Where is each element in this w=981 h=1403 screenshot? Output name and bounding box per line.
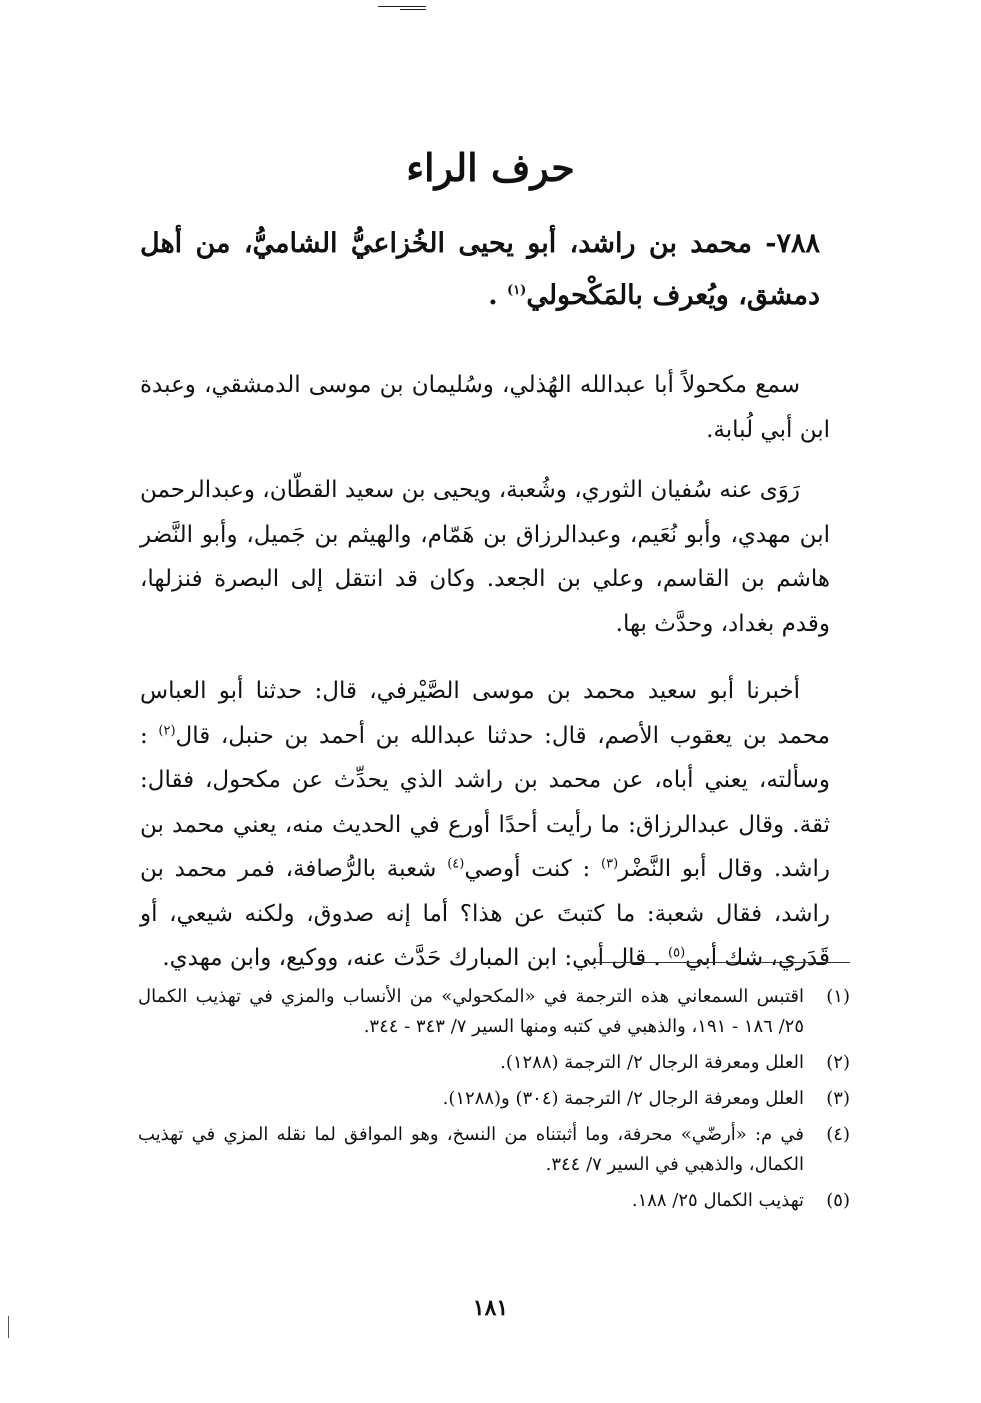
- footnote-ref-5[interactable]: (٥): [668, 945, 686, 961]
- footnote-text: تهذيب الكمال ٢٥/ ١٨٨.: [631, 1190, 804, 1211]
- footnote-item: [138, 1084, 850, 1114]
- narration-text-e: . قال أبي: ابن المبارك حَدَّث عنه، ووكيع، وابن مهدي.: [162, 945, 669, 971]
- footnote-number: (٢): [826, 1052, 850, 1073]
- paragraph-narration: [140, 669, 830, 981]
- footnote-ref-2[interactable]: (٢): [158, 722, 176, 738]
- footnotes-list: [138, 982, 850, 1222]
- footnote-number: (٣): [826, 1088, 850, 1109]
- page-number: ١٨١: [472, 1295, 509, 1321]
- narration-text-c: : كنت أوصي: [464, 856, 602, 882]
- footnote-ref-1[interactable]: (١): [507, 283, 527, 298]
- footnote-text: في م: «أرضّي» محرفة، وما أثبتناه من النسخ، وهو الموافق لما نقله المزي في تهذيب الكمال، والذهبي في السير ٧/ ٣٤٤.: [138, 1124, 804, 1175]
- footnote-divider: [592, 962, 850, 963]
- footnote-ref-4[interactable]: (٤): [447, 856, 465, 872]
- footnote-ref-3[interactable]: (٣): [601, 856, 619, 872]
- footnote-number: (٥): [826, 1190, 850, 1211]
- entry-heading-end: .: [488, 280, 508, 311]
- paragraph-teachers: سمع مكحولاً أبا عبدالله الهُذلي، وسُليمان بن موسى الدمشقي، وعبدة ابن أبي لُبابة.: [140, 372, 830, 443]
- footnote-item: [138, 1120, 850, 1180]
- footnote-number: (١): [826, 986, 850, 1007]
- header-rule-short: [400, 9, 426, 10]
- header-rule: [378, 6, 426, 7]
- narration-text-a: أخبرنا أبو سعيد محمد بن موسى الصَّيْرفي، قال: حدثنا أبو العباس محمد بن يعقوب الأصم، قال: حدثنا عبدالله بن أحمد بن حنبل، قال: [140, 678, 831, 749]
- footnote-text: العلل ومعرفة الرجال ٢/ الترجمة (١٢٨٨).: [500, 1052, 804, 1073]
- section-title: حرف الراء: [406, 145, 575, 191]
- footnote-number: (٤): [826, 1124, 850, 1145]
- footnote-item: [138, 982, 850, 1042]
- narration-text-b: : وسألته، يعني أباه، عن محمد بن راشد الذي يحدِّث عن مكحول، فقال: ثقة. وقال عبدالرزاق: ما رأيت أحدًا أورع في الحديث منه، يعني محمد بن راشد. وقال أبو النَّضْر: [140, 722, 831, 882]
- narration-text-d: شعبة بالرُّصافة، فمر محمد بن راشد، فقال شعبة: ما كتبتَ عن هذا؟ أما إنه صدوق، ولكنه شيعي، أو قَدَري، شك أبي: [140, 856, 830, 971]
- entry-heading-text: ٧٨٨- محمد بن راشد، أبو يحيى الخُزاعيُّ الشاميُّ، من أهل دمشق، ويُعرف بالمَكْحولي: [140, 228, 820, 311]
- footnote-text: العلل ومعرفة الرجال ٢/ الترجمة (٣٠٤) و(١٢٨٨).: [442, 1088, 804, 1109]
- footnote-item: [138, 1186, 850, 1216]
- footnote-text: اقتبس السمعاني هذه الترجمة في «المكحولي» من الأنساب والمزي في تهذيب الكمال ٢٥/ ١٨٦ - ١٩١، والذهبي في كتبه ومنها السير ٧/ ٣٤٣ - ٣٤٤.: [138, 986, 804, 1037]
- margin-mark: [8, 1316, 9, 1338]
- paragraph-students: رَوَى عنه سُفيان الثوري، وشُعبة، ويحيى بن سعيد القطّان، وعبدالرحمن ابن مهدي، وأبو نُعَيم، وعبدالرزاق بن هَمّام، والهيثم بن جَميل، وأبو النَّضر هاشم بن القاسم، وعلي بن الجعد. وكان قد انتقل إلى البصرة فنزلها، وقدم بغداد، وحدَّث بها.: [140, 477, 830, 637]
- entry-heading: [140, 218, 820, 322]
- footnote-item: [138, 1048, 850, 1078]
